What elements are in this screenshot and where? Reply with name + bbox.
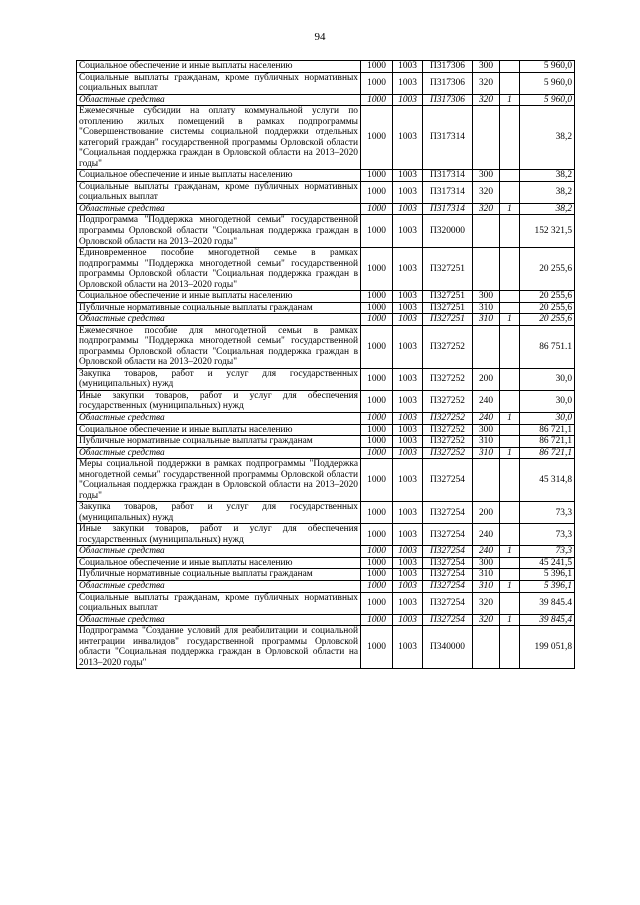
row-description: Ежемесячное пособие для многодетной семьи в рамках подпрограммы "Поддержка многодетной семьи" государственной программы Орловской области "Социальная поддержка граждан в Орловской области на 2013–2020 годы" (77, 325, 361, 368)
budget-table (76, 60, 575, 669)
table-row (77, 436, 575, 448)
expense-type-code: 310 (473, 314, 500, 326)
funding-source-code (500, 524, 520, 546)
table-row (77, 390, 575, 412)
expense-type-code (473, 459, 500, 502)
section-code: 1000 (361, 72, 393, 94)
funding-source-code (500, 291, 520, 303)
table-row (77, 106, 575, 170)
row-description: Иные закупки товаров, работ и услуг для обеспечения государственных (муниципальных) нужд (77, 524, 361, 546)
subsection-code: 1003 (393, 72, 423, 94)
subsection-code: 1003 (393, 447, 423, 459)
section-code: 1000 (361, 413, 393, 425)
expense-type-code: 200 (473, 368, 500, 390)
expense-type-code: 300 (473, 291, 500, 303)
target-article-code: П327252 (423, 436, 473, 448)
funding-source-code: 1 (500, 94, 520, 106)
amount-value: 86 751.1 (520, 325, 575, 368)
table-row (77, 170, 575, 182)
table-row (77, 72, 575, 94)
target-article-code: П327254 (423, 459, 473, 502)
row-description: Областные средства (77, 203, 361, 215)
section-code: 1000 (361, 215, 393, 248)
subsection-code: 1003 (393, 181, 423, 203)
funding-source-code (500, 569, 520, 581)
target-article-code: П327252 (423, 413, 473, 425)
expense-type-code: 200 (473, 502, 500, 524)
row-description: Публичные нормативные социальные выплаты гражданам (77, 302, 361, 314)
section-code: 1000 (361, 181, 393, 203)
funding-source-code (500, 72, 520, 94)
funding-source-code (500, 61, 520, 73)
table-row-regional-funds (77, 94, 575, 106)
table-row-regional-funds (77, 413, 575, 425)
table-row (77, 61, 575, 73)
amount-value: 5 960,0 (520, 61, 575, 73)
expense-type-code (473, 106, 500, 170)
target-article-code: П327254 (423, 557, 473, 569)
amount-value: 20 255,6 (520, 291, 575, 303)
row-description: Закупка товаров, работ и услуг для государственных (муниципальных) нужд (77, 368, 361, 390)
funding-source-code (500, 459, 520, 502)
funding-source-code (500, 626, 520, 669)
funding-source-code: 1 (500, 314, 520, 326)
expense-type-code: 310 (473, 302, 500, 314)
subsection-code: 1003 (393, 502, 423, 524)
target-article-code: П327254 (423, 592, 473, 614)
amount-value: 5 960,0 (520, 94, 575, 106)
page-number: 94 (314, 31, 326, 43)
row-description: Подпрограмма "Поддержка многодетной семьи" государственной программы Орловской области "Социальная поддержка граждан в Орловской области на 2013–2020 годы" (77, 215, 361, 248)
amount-value: 38,2 (520, 181, 575, 203)
expense-type-code: 300 (473, 61, 500, 73)
amount-value: 5 396,1 (520, 580, 575, 592)
subsection-code: 1003 (393, 424, 423, 436)
row-description: Социальное обеспечение и иные выплаты населению (77, 557, 361, 569)
table-row-regional-funds (77, 314, 575, 326)
target-article-code: П317314 (423, 203, 473, 215)
target-article-code: П327252 (423, 325, 473, 368)
amount-value: 20 255,6 (520, 248, 575, 291)
subsection-code: 1003 (393, 524, 423, 546)
row-description: Публичные нормативные социальные выплаты гражданам (77, 436, 361, 448)
funding-source-code: 1 (500, 546, 520, 558)
target-article-code: П317314 (423, 181, 473, 203)
row-description: Областные средства (77, 94, 361, 106)
subsection-code: 1003 (393, 61, 423, 73)
table-row (77, 181, 575, 203)
amount-value: 38,2 (520, 203, 575, 215)
funding-source-code (500, 325, 520, 368)
section-code: 1000 (361, 170, 393, 182)
subsection-code: 1003 (393, 626, 423, 669)
section-code: 1000 (361, 626, 393, 669)
subsection-code: 1003 (393, 546, 423, 558)
row-description: Областные средства (77, 580, 361, 592)
section-code: 1000 (361, 302, 393, 314)
funding-source-code (500, 557, 520, 569)
section-code: 1000 (361, 368, 393, 390)
funding-source-code (500, 170, 520, 182)
table-row (77, 557, 575, 569)
funding-source-code (500, 215, 520, 248)
expense-type-code: 320 (473, 72, 500, 94)
amount-value: 39 845.4 (520, 592, 575, 614)
row-description: Социальное обеспечение и иные выплаты населению (77, 61, 361, 73)
row-description: Социальные выплаты гражданам, кроме публичных нормативных социальных выплат (77, 72, 361, 94)
target-article-code: П327251 (423, 314, 473, 326)
table-row (77, 502, 575, 524)
amount-value: 30,0 (520, 390, 575, 412)
budget-table-body (77, 61, 575, 669)
target-article-code: П327254 (423, 614, 473, 626)
subsection-code: 1003 (393, 302, 423, 314)
funding-source-code: 1 (500, 413, 520, 425)
expense-type-code: 300 (473, 424, 500, 436)
expense-type-code: 320 (473, 181, 500, 203)
funding-source-code (500, 106, 520, 170)
subsection-code: 1003 (393, 314, 423, 326)
target-article-code: П327254 (423, 569, 473, 581)
section-code: 1000 (361, 524, 393, 546)
funding-source-code: 1 (500, 614, 520, 626)
amount-value: 73,3 (520, 546, 575, 558)
expense-type-code: 240 (473, 390, 500, 412)
table-row (77, 325, 575, 368)
table-row (77, 302, 575, 314)
table-row (77, 424, 575, 436)
subsection-code: 1003 (393, 325, 423, 368)
funding-source-code (500, 181, 520, 203)
funding-source-code (500, 502, 520, 524)
target-article-code: П327254 (423, 502, 473, 524)
row-description: Ежемесячные субсидии на оплату коммунальной услуги по отоплению жилых помещений в рамках подпрограммы "Совершенствование системы социальной поддержки отдельных категорий граждан" государственной программы Орловской области "Социальная поддержка граждан в Орловской области на 2013–2020 годы" (77, 106, 361, 170)
expense-type-code (473, 325, 500, 368)
row-description: Меры социальной поддержки в рамках подпрограммы "Поддержка многодетной семьи" государственной программы Орловской области "Социальная поддержка граждан в Орловской области на 2013–2020 годы" (77, 459, 361, 502)
funding-source-code: 1 (500, 447, 520, 459)
target-article-code: П317306 (423, 61, 473, 73)
subsection-code: 1003 (393, 569, 423, 581)
row-description: Социальные выплаты гражданам, кроме публичных нормативных социальных выплат (77, 592, 361, 614)
expense-type-code: 310 (473, 447, 500, 459)
table-row (77, 248, 575, 291)
table-row-regional-funds (77, 546, 575, 558)
amount-value: 45 314,8 (520, 459, 575, 502)
expense-type-code: 300 (473, 170, 500, 182)
expense-type-code: 240 (473, 546, 500, 558)
funding-source-code: 1 (500, 580, 520, 592)
section-code: 1000 (361, 61, 393, 73)
section-code: 1000 (361, 459, 393, 502)
section-code: 1000 (361, 424, 393, 436)
subsection-code: 1003 (393, 248, 423, 291)
expense-type-code (473, 215, 500, 248)
funding-source-code (500, 424, 520, 436)
expense-type-code: 320 (473, 614, 500, 626)
subsection-code: 1003 (393, 94, 423, 106)
target-article-code: П327251 (423, 248, 473, 291)
section-code: 1000 (361, 248, 393, 291)
row-description: Областные средства (77, 546, 361, 558)
expense-type-code: 310 (473, 580, 500, 592)
target-article-code: П327254 (423, 524, 473, 546)
target-article-code: П317314 (423, 106, 473, 170)
subsection-code: 1003 (393, 215, 423, 248)
section-code: 1000 (361, 106, 393, 170)
amount-value: 73,3 (520, 502, 575, 524)
table-row-regional-funds (77, 614, 575, 626)
funding-source-code (500, 592, 520, 614)
target-article-code: П327252 (423, 368, 473, 390)
section-code: 1000 (361, 557, 393, 569)
row-description: Областные средства (77, 614, 361, 626)
row-description: Единовременное пособие многодетной семье в рамках подпрограммы "Поддержка многодетной семьи" государственной программы Орловской области "Социальная поддержка граждан в Орловской области на 2013–2020 годы" (77, 248, 361, 291)
amount-value: 39 845,4 (520, 614, 575, 626)
expense-type-code: 320 (473, 592, 500, 614)
target-article-code: П327251 (423, 302, 473, 314)
expense-type-code: 300 (473, 557, 500, 569)
target-article-code: П327254 (423, 546, 473, 558)
section-code: 1000 (361, 314, 393, 326)
target-article-code: П317306 (423, 72, 473, 94)
table-row (77, 592, 575, 614)
expense-type-code (473, 248, 500, 291)
subsection-code: 1003 (393, 459, 423, 502)
amount-value: 199 051,8 (520, 626, 575, 669)
row-description: Областные средства (77, 447, 361, 459)
funding-source-code: 1 (500, 203, 520, 215)
subsection-code: 1003 (393, 106, 423, 170)
target-article-code: П340000 (423, 626, 473, 669)
table-row-regional-funds (77, 203, 575, 215)
funding-source-code (500, 368, 520, 390)
row-description: Иные закупки товаров, работ и услуг для обеспечения государственных (муниципальных) нужд (77, 390, 361, 412)
amount-value: 152 321,5 (520, 215, 575, 248)
section-code: 1000 (361, 502, 393, 524)
target-article-code: П317314 (423, 170, 473, 182)
target-article-code: П327254 (423, 580, 473, 592)
amount-value: 45 241,5 (520, 557, 575, 569)
section-code: 1000 (361, 447, 393, 459)
section-code: 1000 (361, 569, 393, 581)
table-row (77, 569, 575, 581)
subsection-code: 1003 (393, 170, 423, 182)
table-row (77, 368, 575, 390)
funding-source-code (500, 390, 520, 412)
row-description: Социальное обеспечение и иные выплаты населению (77, 170, 361, 182)
row-description: Социальное обеспечение и иные выплаты населению (77, 291, 361, 303)
funding-source-code (500, 302, 520, 314)
subsection-code: 1003 (393, 580, 423, 592)
table-row (77, 626, 575, 669)
funding-source-code (500, 248, 520, 291)
section-code: 1000 (361, 390, 393, 412)
amount-value: 5 960,0 (520, 72, 575, 94)
expense-type-code: 310 (473, 436, 500, 448)
table-row (77, 459, 575, 502)
section-code: 1000 (361, 546, 393, 558)
section-code: 1000 (361, 436, 393, 448)
target-article-code: П320000 (423, 215, 473, 248)
amount-value: 30,0 (520, 413, 575, 425)
section-code: 1000 (361, 325, 393, 368)
target-article-code: П327252 (423, 447, 473, 459)
amount-value: 86 721,1 (520, 424, 575, 436)
row-description: Подпрограмма "Создание условий для реабилитации и социальной интеграции инвалидов" государственной программы Орловской области "Социальная поддержка граждан в Орловской области на 2013–2020 годы" (77, 626, 361, 669)
subsection-code: 1003 (393, 291, 423, 303)
amount-value: 86 721,1 (520, 436, 575, 448)
table-row (77, 215, 575, 248)
target-article-code: П327251 (423, 291, 473, 303)
subsection-code: 1003 (393, 368, 423, 390)
expense-type-code (473, 626, 500, 669)
target-article-code: П327252 (423, 390, 473, 412)
row-description: Публичные нормативные социальные выплаты гражданам (77, 569, 361, 581)
amount-value: 5 396,1 (520, 569, 575, 581)
expense-type-code: 320 (473, 94, 500, 106)
section-code: 1000 (361, 580, 393, 592)
amount-value: 38,2 (520, 170, 575, 182)
section-code: 1000 (361, 614, 393, 626)
section-code: 1000 (361, 203, 393, 215)
amount-value: 38,2 (520, 106, 575, 170)
amount-value: 30,0 (520, 368, 575, 390)
expense-type-code: 320 (473, 203, 500, 215)
table-row (77, 291, 575, 303)
amount-value: 20 255,6 (520, 314, 575, 326)
section-code: 1000 (361, 291, 393, 303)
subsection-code: 1003 (393, 413, 423, 425)
amount-value: 20 255,6 (520, 302, 575, 314)
table-row (77, 524, 575, 546)
subsection-code: 1003 (393, 390, 423, 412)
subsection-code: 1003 (393, 592, 423, 614)
subsection-code: 1003 (393, 557, 423, 569)
row-description: Социальное обеспечение и иные выплаты населению (77, 424, 361, 436)
subsection-code: 1003 (393, 436, 423, 448)
amount-value: 86 721,1 (520, 447, 575, 459)
section-code: 1000 (361, 94, 393, 106)
subsection-code: 1003 (393, 203, 423, 215)
row-description: Областные средства (77, 314, 361, 326)
row-description: Социальные выплаты гражданам, кроме публичных нормативных социальных выплат (77, 181, 361, 203)
table-row-regional-funds (77, 580, 575, 592)
subsection-code: 1003 (393, 614, 423, 626)
amount-value: 73,3 (520, 524, 575, 546)
section-code: 1000 (361, 592, 393, 614)
target-article-code: П317306 (423, 94, 473, 106)
row-description: Областные средства (77, 413, 361, 425)
table-row-regional-funds (77, 447, 575, 459)
target-article-code: П327252 (423, 424, 473, 436)
funding-source-code (500, 436, 520, 448)
expense-type-code: 240 (473, 413, 500, 425)
expense-type-code: 240 (473, 524, 500, 546)
row-description: Закупка товаров, работ и услуг для государственных (муниципальных) нужд (77, 502, 361, 524)
expense-type-code: 310 (473, 569, 500, 581)
